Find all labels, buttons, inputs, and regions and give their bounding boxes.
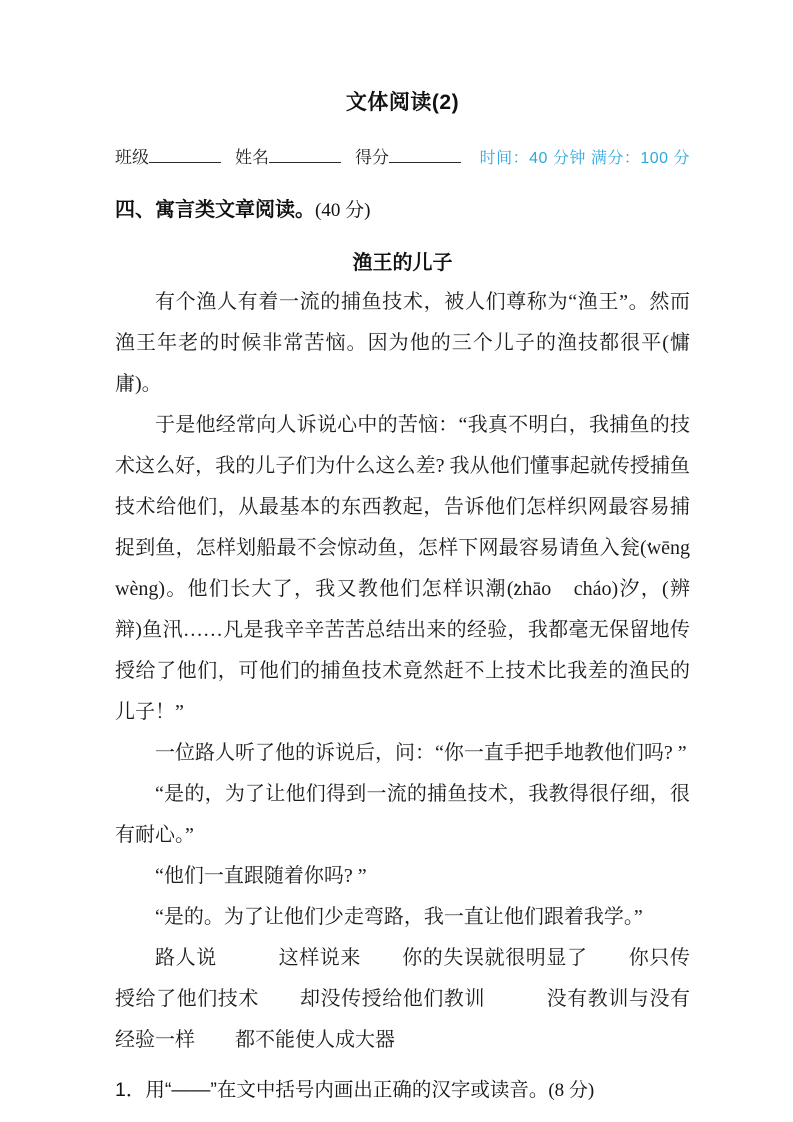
article-paragraph	[115, 938, 690, 1061]
class-blank-line	[149, 146, 221, 163]
question-1	[115, 1070, 690, 1111]
student-info-row	[115, 143, 690, 168]
article-paragraph	[115, 897, 690, 938]
score-blank-line	[389, 146, 461, 163]
class-label: 班级	[115, 148, 149, 167]
paragraph-text: 一位路人听了他的诉说后，问：“你一直手把手地教他们吗? ”	[155, 742, 687, 764]
paragraph-text: “是的。为了让他们少走弯路，我一直让他们跟着我学。”	[155, 906, 643, 928]
score-label: 得分	[355, 148, 389, 167]
paragraph-text: 于是他经常向人诉说心中的苦恼：“我真不明白，我捕鱼的技术这么好，我的儿子们为什么这么差? 我从他们懂事起就传授捕鱼技术给他们，从最基本的东西教起，告诉他们怎样织网最容易捕捉到鱼，怎样划船最不会惊动鱼，怎样下网最容易请鱼入	[115, 414, 690, 559]
article-body	[115, 282, 711, 1061]
article-paragraph	[115, 733, 690, 774]
article-paragraph	[115, 282, 710, 405]
exam-time-info: 时间：40 分钟 满分：100 分	[479, 150, 690, 167]
paragraph-text: (zhāo cháo)汐，(辨 辩)鱼汛……凡是我辛辛苦苦总结出来的经验，我都毫无保留地传授给了他们，可他们的捕鱼技术竟然赶不上技术比我差的渔民的儿子！”	[115, 578, 711, 723]
article-paragraph	[115, 856, 690, 897]
name-blank-line	[269, 146, 341, 163]
name-label: 姓名	[235, 148, 269, 167]
section-points: (40 分)	[315, 200, 371, 221]
paragraph-text: 路人说 这样说来 你的失误就很明显了 你只传授给了他们技术 却没传授给他们教训 没有教训与没有经验一样 都不能使人成大器	[115, 947, 690, 1051]
page-title: 文体阅读(2)	[345, 91, 460, 114]
article-paragraph	[115, 774, 690, 856]
emphasized-char: 潮 •	[486, 578, 507, 600]
paragraph-text: “他们一直跟随着你吗? ”	[155, 865, 367, 887]
section-heading-text: 四、寓言类文章阅读。	[115, 199, 315, 221]
article-paragraph	[115, 405, 711, 733]
question-points: (8 分)	[548, 1080, 595, 1101]
paragraph-text: “是的，为了让他们得到一流的捕鱼技术，我教得很仔细，很有耐心。”	[115, 783, 690, 846]
question-number: 1．	[115, 1079, 146, 1101]
paragraph-text: 有个渔人有着一流的捕鱼技术，被人们尊称为“渔王”。然而渔王年老的时候非常苦恼。因为他的三个儿子的渔技都很平(慵 庸)。	[115, 291, 710, 395]
paragraph-text: (wēng wèng)。他们长大了，我又教他们怎样识	[115, 537, 711, 600]
emphasized-char: 瓮 •	[620, 537, 640, 559]
question-text: 用“——”在文中括号内画出正确的汉字或读音。	[145, 1079, 549, 1101]
section-heading	[115, 193, 690, 222]
article-title: 渔王的儿子	[352, 252, 453, 274]
page-content	[115, 86, 711, 1111]
